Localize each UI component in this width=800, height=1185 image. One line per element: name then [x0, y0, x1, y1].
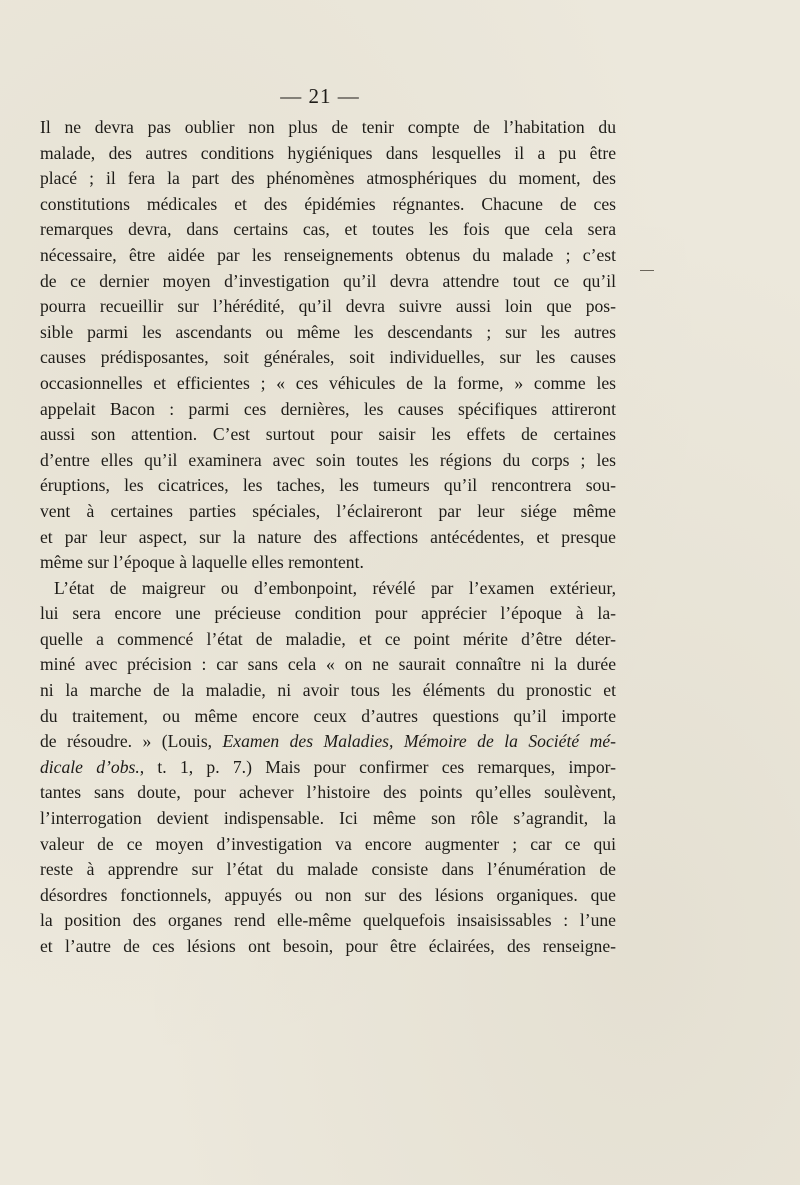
text-line: vent à certaines parties spéciales, l’éclaireront par leur siége même [40, 500, 616, 521]
text-line: ni la marche de la maladie, ni avoir tous les éléments du pronostic et [40, 680, 616, 701]
page-number: — 21 — [280, 84, 360, 108]
text-line: éruptions, les cicatrices, les taches, les tumeurs qu’il rencontrera sou- [40, 475, 616, 496]
text-line-citation-cont [40, 755, 616, 781]
text-line: la position des organes rend elle-même quelquefois insaisissables : l’une [40, 910, 616, 931]
margin-mark [640, 270, 654, 271]
text-line: et par leur aspect, sur la nature des affections antécédentes, et presque [40, 526, 616, 547]
text-line: Il ne devra pas oublier non plus de tenir compte de l’habitation du [40, 117, 616, 137]
text-line: tantes sans doute, pour achever l’histoire des points qu’elles soulèvent, [40, 782, 616, 803]
text-line: causes prédisposantes, soit générales, soit individuelles, sur les causes [40, 347, 616, 368]
citation-title-cont: dicale d’obs. [40, 756, 140, 777]
text-line: occasionnelles et efficientes ; « ces véhicules de la forme, » comme les [40, 372, 616, 393]
text-line: lui sera encore une précieuse condition pour apprécier l’époque à la- [40, 603, 616, 624]
text-line: d’entre elles qu’il examinera avec soin toutes les régions du corps ; les [40, 449, 616, 470]
text-line: même sur l’époque à laquelle elles remontent. [40, 552, 364, 573]
text-line: quelle a commencé l’état de maladie, et ce point mérite d’être déter- [40, 628, 616, 649]
body-text [40, 115, 616, 960]
text-line-citation [40, 729, 616, 755]
text-line: valeur de ce moyen d’investigation va encore augmenter ; car ce qui [40, 833, 616, 854]
text-line: pourra recueillir sur l’hérédité, qu’il devra suivre aussi loin que pos- [40, 296, 616, 317]
text-line: miné avec précision : car sans cela « on ne saurait connaître ni la durée [40, 654, 616, 675]
text-line: du traitement, ou même encore ceux d’autres questions qu’il importe [40, 705, 616, 726]
text-line: désordres fonctionnels, appuyés ou non sur des lésions organiques. que [40, 884, 616, 905]
text-line: remarques devra, dans certains cas, et toutes les fois que cela sera [40, 219, 616, 240]
text-line: appelait Bacon : parmi ces dernières, les causes spécifiques attireront [40, 398, 616, 419]
text-line: placé ; il fera la part des phénomènes atmosphériques du moment, des [40, 168, 616, 189]
text-line: malade, des autres conditions hygiéniques dans lesquelles il a pu être [40, 142, 616, 163]
text-line: aussi son attention. C’est surtout pour saisir les effets de certaines [40, 424, 616, 445]
text-line: de ce dernier moyen d’investigation qu’il devra attendre tout ce qu’il [40, 270, 616, 291]
citation-rest: , t. 1, p. 7.) Mais pour confirmer ces remarques, impor- [139, 756, 616, 777]
text-line: et l’autre de ces lésions ont besoin, pour être éclairées, des renseigne- [40, 936, 616, 956]
text-line: constitutions médicales et des épidémies régnantes. Chacune de ces [40, 193, 616, 214]
text-line: nécessaire, être aidée par les renseignements obtenus du malade ; c’est [40, 244, 616, 265]
text-line: reste à apprendre sur l’état du malade consiste dans l’énumération de [40, 859, 616, 880]
citation-title: Examen des Maladies, Mémoire de la Société mé- [222, 731, 616, 752]
text-line: l’interrogation devient indispensable. Ici même son rôle s’agrandit, la [40, 808, 616, 829]
citation-lead: de résoudre. » (Louis, [40, 731, 223, 752]
text-line: sible parmi les ascendants ou même les descendants ; sur les autres [40, 321, 616, 342]
text-line: L’état de maigreur ou d’embonpoint, révélé par l’examen extérieur, [54, 577, 616, 598]
